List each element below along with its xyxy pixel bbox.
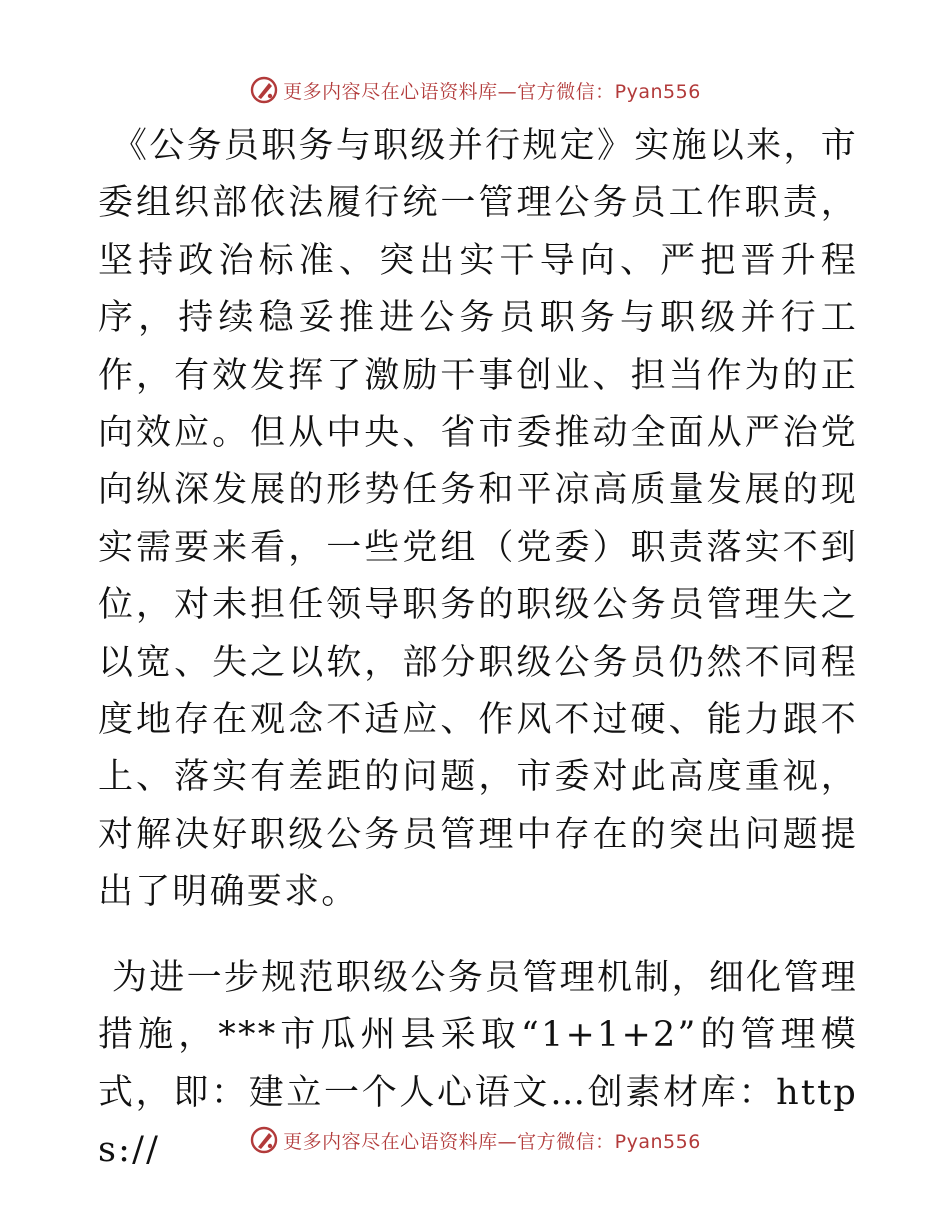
pen-logo-icon bbox=[249, 75, 279, 105]
footer-watermark-banner bbox=[0, 1120, 950, 1160]
body-paragraph: 《公务员职务与职级并行规定》实施以来，市委组织部依法履行统一管理公务员工作职责，坚持政治标准、突出实干导向、严把晋升程序，持续稳妥推进公务员职务与职级并行工作，有效发挥了激励干事创业、担当作为的正向效应。但从中央、省市委推动全面从严治党向纵深发展的形势任务和平凉高质量发展的现实需要来看，一些党组（党委）职责落实不到位，对未担任领导职务的职级公务员管理失之以宽、失之以软，部分职级公务员仍然不同程度地存在观念不适应、作风不过硬、能力跟不上、落实有差距的问题，市委对此高度重视，对解决好职级公务员管理中存在的突出问题提出了明确要求。 bbox=[98, 126, 858, 913]
watermark-text: 更多内容尽在心语资料库—官方微信：Pyan556 bbox=[283, 80, 701, 103]
header-watermark-banner bbox=[0, 70, 950, 110]
document-body bbox=[98, 118, 858, 1179]
body-paragraph: 为进一步规范职级公务员管理机制，细化管理措施，***市瓜州县采取“1+1+2”的管理模式，即：建立一个人心语文…创素材库：https:// bbox=[98, 957, 858, 1170]
watermark-text: 更多内容尽在心语资料库—官方微信：Pyan556 bbox=[283, 1130, 701, 1153]
pen-logo-icon bbox=[249, 1125, 279, 1155]
